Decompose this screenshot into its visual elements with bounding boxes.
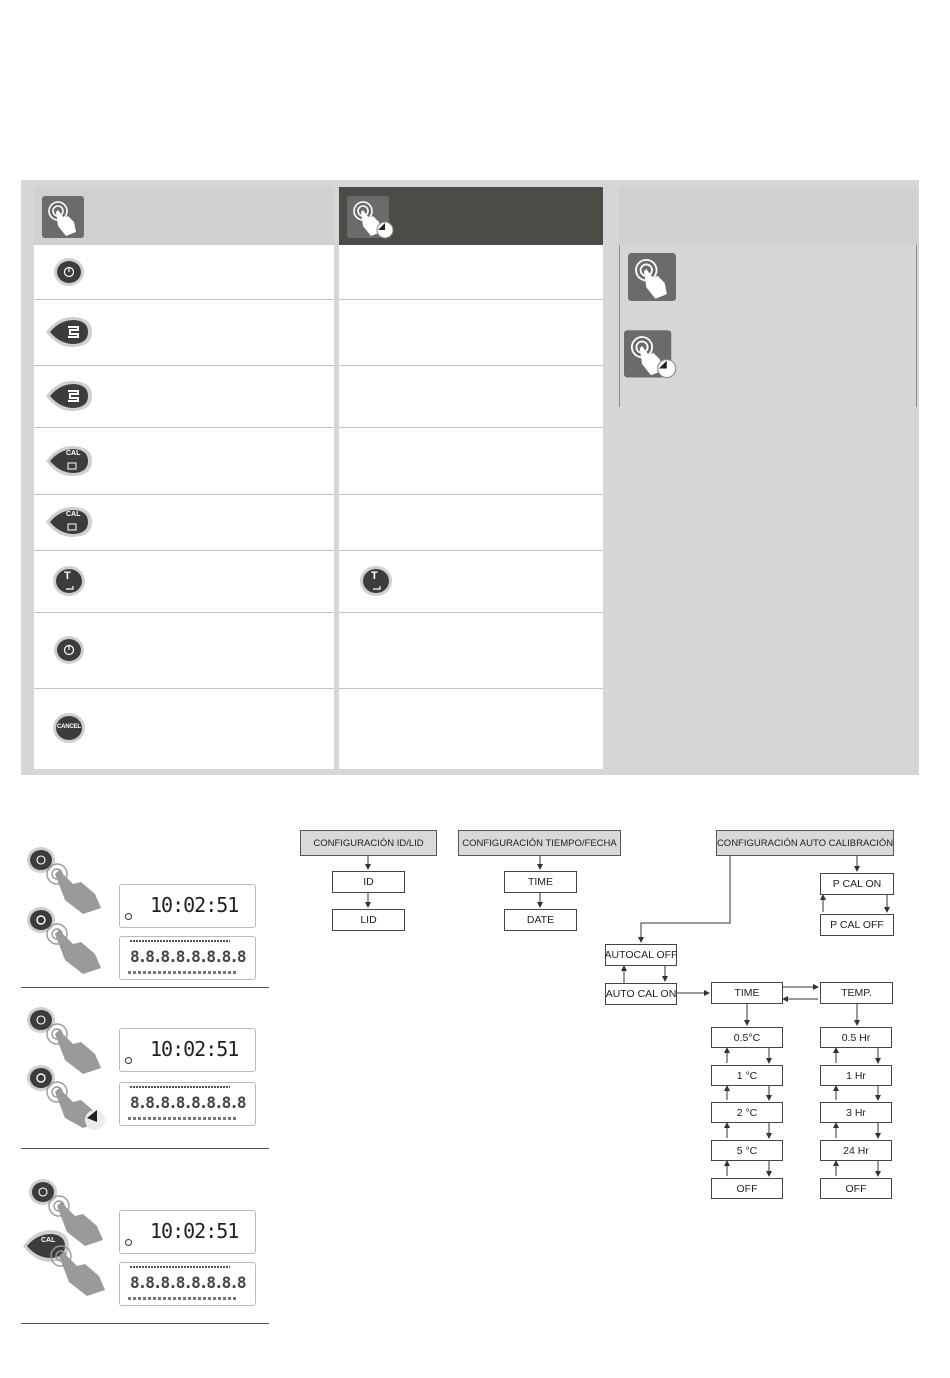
flow-box-lid: LID	[332, 909, 405, 931]
lcd-segments: 8.8.8.8.8.8.8.8	[130, 1273, 245, 1292]
flow-box-time-step: 3 Hr	[820, 1102, 892, 1123]
flow-box-pcal-off: P CAL OFF	[820, 914, 894, 936]
t-label: T	[64, 570, 71, 582]
flow-box-date: DATE	[504, 909, 577, 931]
flow-box-time-step: 0.5 Hr	[820, 1027, 892, 1048]
cal-label: CAL	[66, 511, 81, 518]
lcd-segments: 8.8.8.8.8.8.8.8	[130, 1093, 245, 1112]
flow-box-time-step: 24 Hr	[820, 1140, 892, 1161]
flow-box-ac-time: TIME	[711, 982, 783, 1004]
flow-box-temp-step: 0.5°C	[711, 1027, 783, 1048]
flow-box-autocal-on: AUTO CAL ON	[605, 983, 677, 1005]
flow-box-autocal-off: AUTOCAL OFF	[605, 944, 677, 966]
flow-header-id-lid: CONFIGURACIÓN ID/LID	[300, 830, 437, 856]
lcd-time-reading: 10:02:51	[150, 893, 239, 917]
flow-box-temp-step: OFF	[711, 1178, 783, 1199]
flow-header-autocal: CONFIGURACIÓN AUTO CALIBRACIÓN	[716, 830, 894, 856]
t-label: T	[371, 570, 378, 582]
flow-box-id: ID	[332, 871, 405, 893]
lcd-time-reading: 10:02:51	[150, 1219, 239, 1243]
flow-box-time: TIME	[504, 871, 577, 893]
flow-header-time-date: CONFIGURACIÓN TIEMPO/FECHA	[458, 830, 621, 856]
cal-label: CAL	[41, 1237, 56, 1244]
flow-box-temp-step: 1 °C	[711, 1065, 783, 1086]
cancel-label: CANCEL	[57, 724, 81, 730]
cal-label: CAL	[66, 450, 81, 457]
lcd-segments: 8.8.8.8.8.8.8.8	[130, 947, 245, 966]
flow-box-ac-temp: TEMP.	[820, 982, 893, 1004]
flow-box-temp-step: 5 °C	[711, 1140, 783, 1161]
flow-box-pcal-on: P CAL ON	[820, 873, 894, 895]
flow-box-time-step: OFF	[820, 1178, 892, 1199]
flow-box-time-step: 1 Hr	[820, 1065, 892, 1086]
lcd-time-reading: 10:02:51	[150, 1037, 239, 1061]
flow-box-temp-step: 2 °C	[711, 1102, 783, 1123]
